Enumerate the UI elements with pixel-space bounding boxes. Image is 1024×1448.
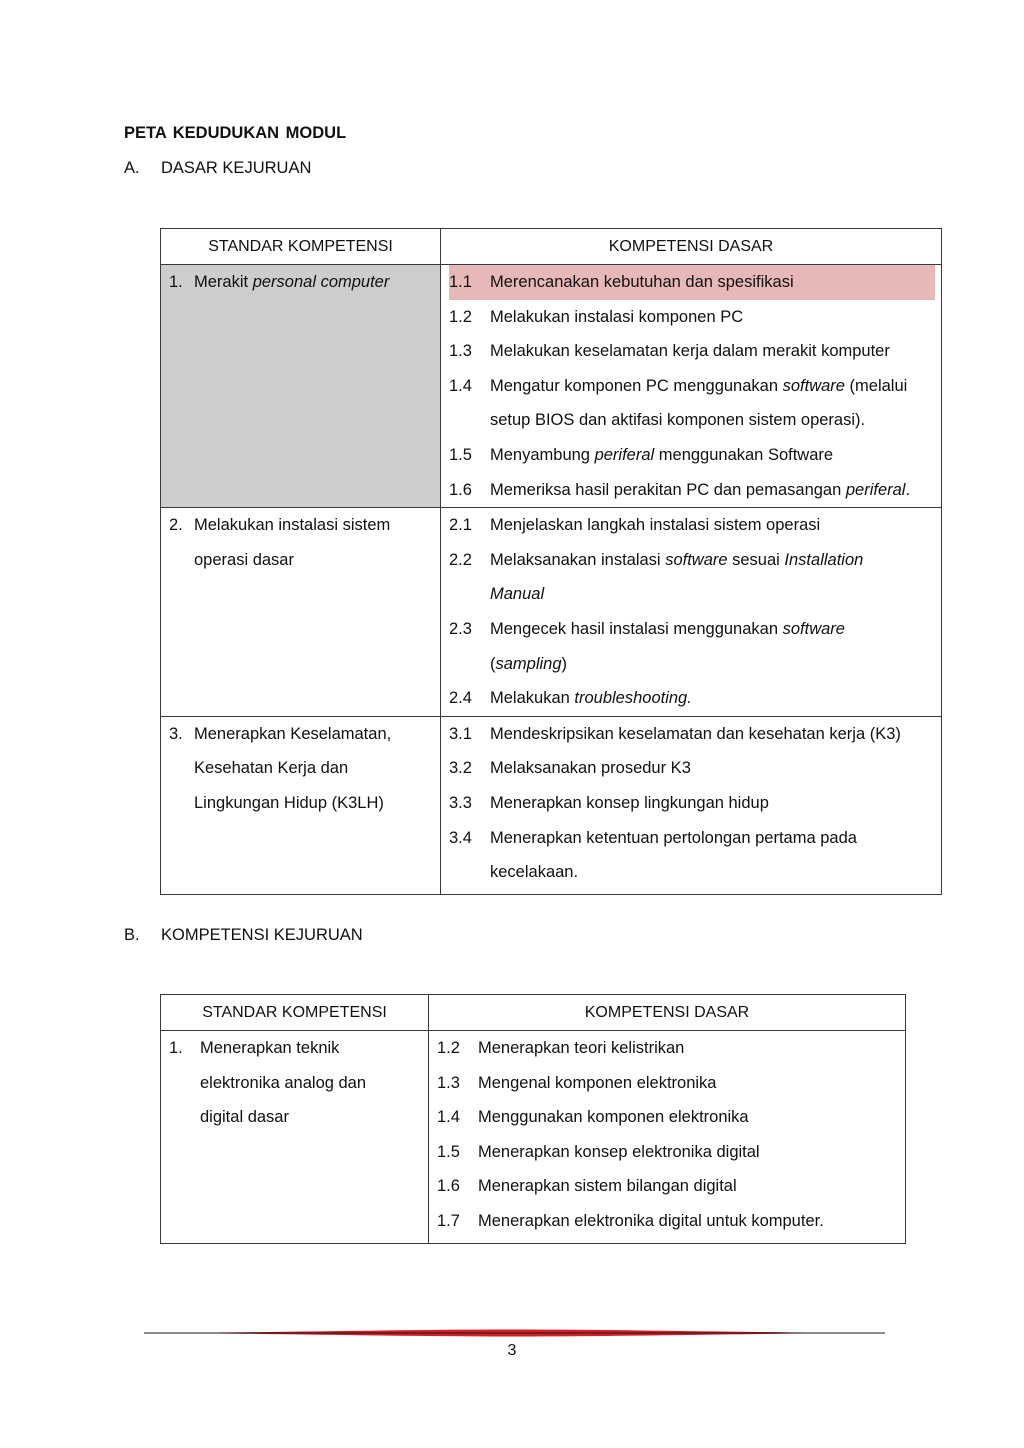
- kd-text: [490, 300, 743, 335]
- header-standar-kompetensi: STANDAR KOMPETENSI: [161, 995, 429, 1031]
- kd-text-part: Menggunakan komponen elektronika: [478, 1108, 749, 1127]
- sk-number: 1.: [169, 1039, 183, 1057]
- kd-number: 1.2: [437, 1039, 460, 1057]
- kd-text-part: Mengatur komponen PC menggunakan: [490, 376, 783, 395]
- kd-item: [437, 1031, 897, 1066]
- kd-text: [490, 473, 910, 508]
- sk-text: [194, 786, 384, 821]
- kd-text-part: (: [490, 654, 496, 673]
- sk-line: [169, 543, 432, 578]
- header-standar-kompetensi: STANDAR KOMPETENSI: [161, 229, 441, 265]
- kd-item: [449, 438, 933, 473]
- kd-text-italic: software: [782, 619, 845, 638]
- kd-text: [490, 403, 865, 438]
- sk-line: [169, 1100, 420, 1135]
- table-row: [161, 265, 942, 508]
- sk-line: [169, 717, 432, 752]
- kd-item: [437, 1066, 897, 1101]
- kd-number: 1.6: [437, 1177, 460, 1196]
- kd-cell: [429, 1031, 906, 1244]
- sk-line: [169, 508, 432, 543]
- kd-item-continuation: [449, 577, 933, 612]
- sk-text: [200, 1031, 339, 1066]
- kd-text-part: Menerapkan ketentuan pertolongan pertama pada: [490, 828, 857, 847]
- kd-number: 1.7: [437, 1211, 460, 1230]
- kd-cell: [441, 265, 942, 508]
- kd-cell: [441, 716, 942, 894]
- kd-text: [490, 681, 692, 716]
- sk-cell: [161, 508, 441, 717]
- section-b-letter: B.: [124, 926, 140, 944]
- kd-number: 1.6: [449, 480, 472, 499]
- kd-text: [490, 438, 833, 473]
- kd-text: [478, 1169, 737, 1204]
- row-bottom-spacing: [437, 1239, 897, 1243]
- row-bottom-spacing: [449, 890, 933, 894]
- kd-text-part: Menerapkan konsep lingkungan hidup: [490, 793, 769, 812]
- kd-number: 3.2: [449, 759, 472, 778]
- kd-content: [441, 265, 941, 507]
- kd-text-italic: troubleshooting.: [574, 689, 692, 708]
- sk-text: [194, 751, 348, 786]
- sk-line: [169, 1066, 420, 1101]
- sk-text-part: operasi dasar: [194, 550, 294, 569]
- sk-text-part: Menerapkan teknik: [200, 1039, 340, 1057]
- kd-text: [490, 612, 845, 647]
- sk-text-italic: personal computer: [252, 273, 390, 291]
- kd-text: [478, 1135, 760, 1170]
- sk-line: [169, 751, 432, 786]
- footer-divider: [144, 1329, 885, 1337]
- kd-number: 1.4: [437, 1108, 460, 1127]
- kd-item: [449, 681, 933, 716]
- kd-item: [449, 300, 933, 335]
- kd-number: 1.1: [449, 273, 472, 291]
- kd-text-part: Melakukan keselamatan kerja dalam merakit komputer: [490, 342, 890, 361]
- sk-text-part: elektronika analog dan: [200, 1073, 367, 1092]
- kd-item: [449, 751, 933, 786]
- kd-text: [490, 751, 691, 786]
- kd-number: 1.5: [449, 445, 472, 464]
- kd-text-part: Merencanakan kebutuhan dan spesifikasi: [490, 273, 794, 291]
- kd-text-part: Menerapkan konsep elektronika digital: [478, 1142, 760, 1161]
- kd-text: [490, 717, 901, 752]
- section-b-heading: [124, 926, 524, 950]
- sk-text: [200, 1100, 289, 1135]
- table-row: [161, 716, 942, 894]
- kd-text: [490, 855, 578, 890]
- kd-item: [449, 473, 933, 508]
- kd-item-continuation: [449, 855, 933, 890]
- kd-item: [449, 543, 933, 578]
- kd-item: [437, 1100, 897, 1135]
- kd-text-part: setup BIOS dan aktifasi komponen sistem operasi).: [490, 411, 866, 430]
- kd-text: [490, 821, 857, 856]
- sk-content: [161, 1031, 428, 1135]
- kd-text-italic: software: [782, 376, 845, 395]
- kd-text-part: kecelakaan.: [490, 863, 579, 882]
- kd-text-part: Menjelaskan langkah instalasi sistem operasi: [490, 516, 821, 535]
- header-kompetensi-dasar: KOMPETENSI DASAR: [441, 229, 942, 265]
- sk-cell: [161, 716, 441, 894]
- kd-number: 3.4: [449, 828, 472, 847]
- kd-item: [449, 821, 933, 856]
- kd-item: [437, 1135, 897, 1170]
- kd-item: [449, 717, 933, 752]
- kd-content: [429, 1031, 905, 1243]
- kd-number: 3.3: [449, 793, 472, 812]
- kd-text-part: menggunakan Software: [654, 445, 834, 464]
- sk-number: 2.: [169, 516, 183, 535]
- kd-text-part: Memeriksa hasil perakitan PC dan pemasangan: [490, 480, 846, 499]
- sk-number: 1.: [169, 273, 183, 291]
- kd-number: 2.3: [449, 619, 472, 638]
- kd-text: [490, 369, 907, 404]
- section-a-letter: A.: [124, 159, 140, 177]
- sk-text: [194, 508, 390, 543]
- kd-text-italic: software: [665, 550, 728, 569]
- page-title: PETA KEDUDUKAN MODUL: [124, 124, 347, 142]
- kd-text-italic: sampling: [495, 654, 562, 673]
- kd-text-part: Mendeskripsikan keselamatan dan kesehatan kerja (K3): [490, 724, 901, 743]
- kd-text-part: Menyambung: [490, 445, 595, 464]
- kd-item: [449, 612, 933, 647]
- sk-text: [194, 265, 389, 300]
- kd-item: [449, 786, 933, 821]
- kd-text: [490, 647, 567, 682]
- kd-item-continuation: [449, 403, 933, 438]
- kd-text-italic: Installation: [784, 550, 864, 569]
- sk-text-part: Kesehatan Kerja dan: [194, 759, 349, 778]
- kd-number: 1.5: [437, 1142, 460, 1161]
- kd-number: 1.2: [449, 307, 472, 326]
- kd-text: [490, 786, 769, 821]
- kd-item: [437, 1169, 897, 1204]
- kd-text-part: .: [905, 480, 911, 499]
- kd-text-part: Mengecek hasil instalasi menggunakan: [490, 619, 783, 638]
- kd-item: [437, 1204, 897, 1239]
- sk-text: [200, 1066, 366, 1101]
- sk-content: [161, 265, 440, 300]
- kd-text-part: Melakukan: [490, 689, 575, 708]
- sk-content: [161, 717, 440, 821]
- kd-item: [449, 334, 933, 369]
- kd-number: 2.4: [449, 689, 472, 708]
- dasar-kejuruan-table: [160, 228, 942, 895]
- sk-cell: [161, 265, 441, 508]
- sk-content: [161, 508, 440, 577]
- sk-text-part: digital dasar: [200, 1108, 289, 1127]
- sk-text: [194, 717, 391, 752]
- sk-line: [169, 786, 432, 821]
- kd-text: [490, 543, 863, 578]
- sk-text: [194, 543, 294, 578]
- kd-text-part: Mengenal komponen elektronika: [478, 1073, 717, 1092]
- kd-text: [490, 334, 890, 369]
- sk-text-part: Melakukan instalasi sistem: [194, 516, 391, 535]
- kd-text: [478, 1100, 749, 1135]
- header-kompetensi-dasar: KOMPETENSI DASAR: [429, 995, 906, 1031]
- kd-text-part: (melalui: [844, 376, 908, 395]
- kd-content: [441, 508, 941, 716]
- kd-number: 2.2: [449, 550, 472, 569]
- sk-number: 3.: [169, 724, 183, 743]
- kd-text: [478, 1066, 717, 1101]
- kd-content: [441, 717, 941, 894]
- kd-text-part: Menerapkan sistem bilangan digital: [478, 1177, 737, 1196]
- kd-text-part: Melaksanakan prosedur K3: [490, 759, 691, 778]
- kd-text: [478, 1204, 824, 1239]
- kd-cell: [441, 508, 942, 717]
- kompetensi-kejuruan-table: [160, 994, 906, 1244]
- kd-number: 1.3: [449, 342, 472, 361]
- sk-line: [169, 265, 432, 300]
- kd-number: 1.3: [437, 1073, 460, 1092]
- kd-text-part: ): [561, 654, 568, 673]
- kd-item: [449, 369, 933, 404]
- kd-text-italic: Manual: [490, 585, 545, 604]
- sk-line: [169, 1031, 420, 1066]
- section-b-title: KOMPETENSI KEJURUAN: [161, 926, 363, 944]
- kd-text: [490, 265, 794, 300]
- kd-text: [478, 1031, 684, 1066]
- table-row: [161, 1031, 906, 1244]
- kd-text-part: Melakukan instalasi komponen PC: [490, 307, 744, 326]
- page-number: 3: [507, 1342, 517, 1359]
- sk-cell: [161, 1031, 429, 1244]
- kd-text-part: sesuai: [727, 550, 785, 569]
- kd-number: 2.1: [449, 516, 472, 535]
- kd-text: [490, 508, 820, 543]
- kd-text-part: Melaksanakan instalasi: [490, 550, 666, 569]
- table-row: [161, 508, 942, 717]
- kd-number: 1.4: [449, 376, 472, 395]
- kd-item: [449, 265, 935, 300]
- kd-text-part: Menerapkan elektronika digital untuk komputer.: [478, 1211, 824, 1230]
- kd-number: 3.1: [449, 724, 472, 743]
- kd-item: [449, 508, 933, 543]
- section-a-title: DASAR KEJURUAN: [161, 159, 312, 177]
- kd-text-italic: periferal: [594, 445, 655, 464]
- kd-text-part: Menerapkan teori kelistrikan: [478, 1039, 685, 1057]
- kd-text-italic: periferal: [845, 480, 906, 499]
- sk-text-part: Menerapkan Keselamatan,: [194, 724, 392, 743]
- kd-item-continuation: [449, 647, 933, 682]
- section-a-heading: [124, 159, 524, 183]
- sk-text-part: Lingkungan Hidup (K3LH): [194, 793, 384, 812]
- sk-text-part: Merakit: [194, 273, 253, 291]
- kd-text: [490, 577, 544, 612]
